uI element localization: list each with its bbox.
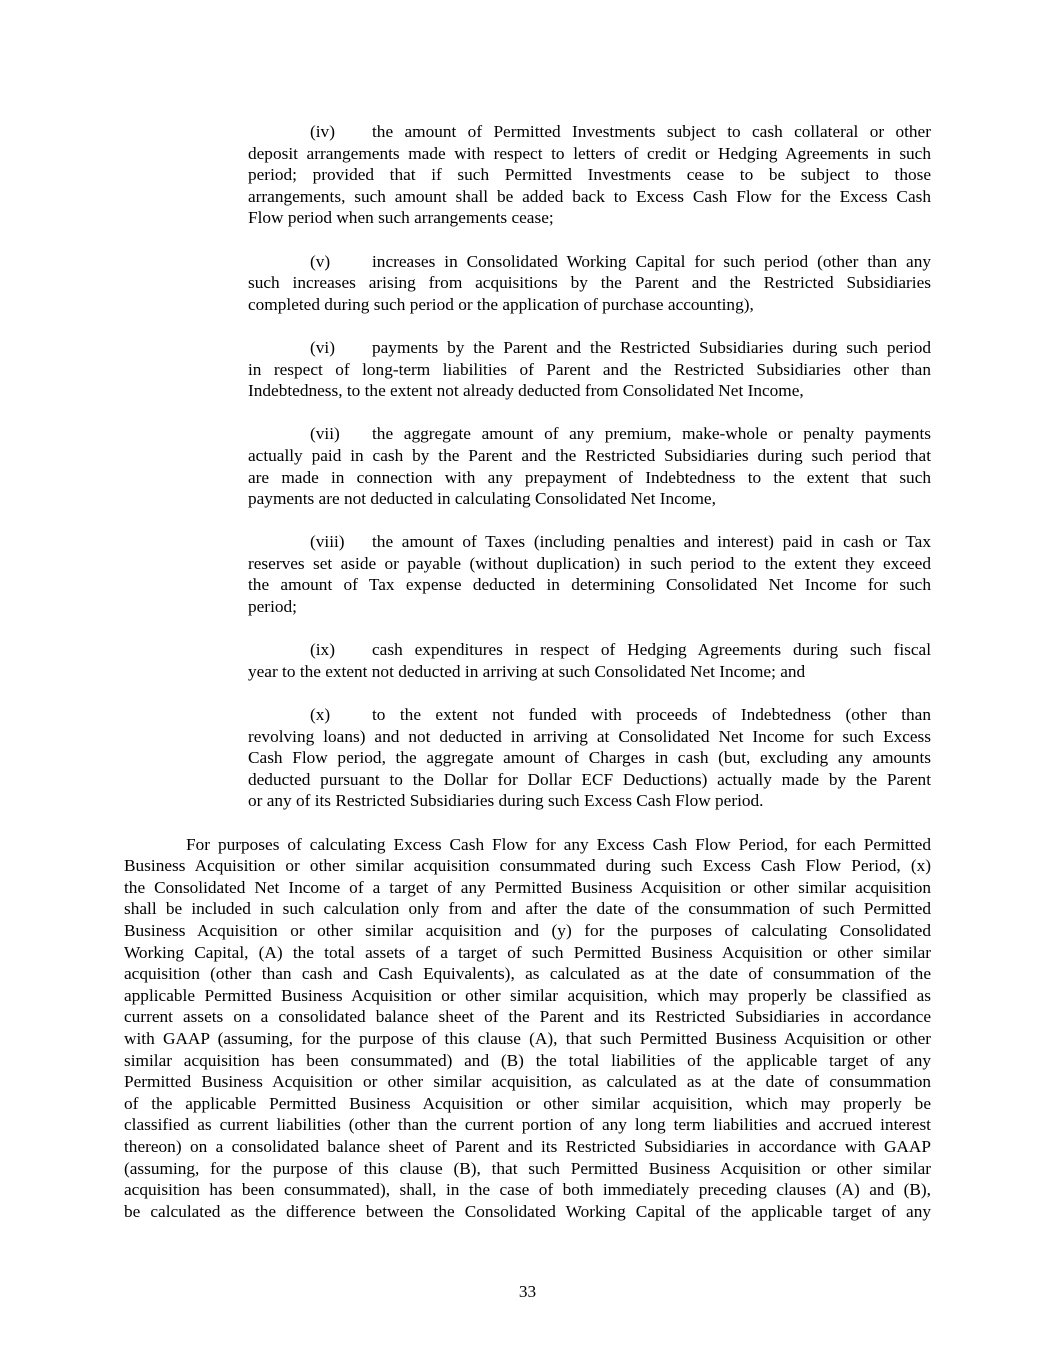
clause-line: deducted pursuant to the Dollar for Dollar ECF Deductions) actually made by the Parent [248,769,931,789]
clause-line: year to the extent not deducted in arriving at such Consolidated Net Income; and [248,661,806,681]
paragraph-line: shall be included in such calculation only from and after the date of the consummation of such Permitted [124,899,931,919]
clause-line: period; provided that if such Permitted Investments cease to be subject to those [248,165,931,185]
clause-text: payments by the Parent and the Restricted Subsidiaries during such period [372,337,931,357]
clause [248,337,931,402]
clause-line: completed during such period or the application of purchase accounting), [248,294,754,314]
clause-text: the amount of Taxes (including penalties and interest) paid in cash or Tax [372,532,931,552]
clause [248,121,931,229]
clause-line: period; [248,597,297,617]
clause-line: the amount of Tax expense deducted in determining Consolidated Net Income for such [248,575,931,595]
clause-text: the aggregate amount of any premium, make-whole or penalty payments [372,424,931,444]
clause-first-line [248,639,931,661]
paragraph-line: with GAAP (assuming, for the purpose of this clause (A), that such Permitted Business Acquisition or other [124,1028,931,1048]
clause-line: are made in connection with any prepayment of Indebtedness to the extent that such [248,467,931,487]
page-number: 33 [518,1282,537,1301]
clause-label: (v) [310,251,331,271]
clause-first-line [248,251,931,273]
clause [248,704,931,812]
clause-line: payments are not deducted in calculating Consolidated Net Income, [248,489,716,509]
clause [248,251,931,316]
paragraph-line: Business Acquisition or other similar acquisition and (y) for the purposes of calculating Consolidated [124,920,931,940]
paragraph-line: Business Acquisition or other similar acquisition consummated during such Excess Cash Flow Period, (x) [124,856,931,876]
clause [248,639,931,682]
clause-line: such increases arising from acquisitions by the Parent and the Restricted Subsidiaries [248,273,931,293]
paragraph-line: For purposes of calculating Excess Cash Flow for any Excess Cash Flow Period, for each Permitted [186,834,931,854]
clause [248,423,931,509]
paragraph-line: be calculated as the difference between the Consolidated Working Capital of the applicable target of any [124,1201,931,1221]
clause-first-line [248,337,931,359]
clause-text: the amount of Permitted Investments subject to cash collateral or other [372,122,931,141]
clause-list [124,121,931,812]
clause-label: (viii) [310,532,345,552]
clause-line: revolving loans) and not deducted in arriving at Consolidated Net Income for such Excess [248,726,931,746]
clause-line: Indebtedness, to the extent not already deducted from Consolidated Net Income, [248,381,804,401]
clause-line: in respect of long-term liabilities of Parent and the Restricted Subsidiaries other than [248,359,931,379]
clause-line: reserves set aside or payable (without duplication) in such period to the extent they exceed [248,553,931,573]
clause-line: actually paid in cash by the Parent and the Restricted Subsidiaries during such period that [248,445,931,465]
clause-line: deposit arrangements made with respect to letters of credit or Hedging Agreements in such [248,143,931,163]
paragraph-line: of the applicable Permitted Business Acquisition or other similar acquisition, which may properly be [124,1093,931,1113]
paragraph-line: classified as current liabilities (other than the current portion of any long term liabilities and accrued interest [124,1115,931,1135]
page-content [124,121,931,1222]
clause-label: (iv) [310,122,335,141]
paragraph-line: acquisition (other than cash and Cash Equivalents), as calculated as at the date of consummation of the [124,964,931,984]
paragraph-line: thereon) on a consolidated balance sheet of Parent and its Restricted Subsidiaries in accordance with GAAP [124,1136,931,1156]
clause-label: (ix) [310,640,335,660]
clause-text: increases in Consolidated Working Capital for such period (other than any [372,251,931,271]
clause-label: (vii) [310,424,340,444]
clause-label: (vi) [310,337,335,357]
clause-text: cash expenditures in respect of Hedging Agreements during such fiscal [372,640,931,660]
clause-first-line [248,704,931,726]
paragraph-line: Permitted Business Acquisition or other similar acquisition, as calculated as at the date of consummation [124,1072,931,1092]
paragraph-line: applicable Permitted Business Acquisition or other similar acquisition, which may properly be classified as [124,985,931,1005]
clause-label: (x) [310,705,331,725]
paragraph-line: (assuming, for the purpose of this clause (B), that such Permitted Business Acquisition or other similar [124,1158,931,1178]
clause-first-line [248,531,931,553]
paragraph-line: current assets on a consolidated balance sheet of the Parent and its Restricted Subsidiaries in accordance [124,1007,931,1027]
clause-text: to the extent not funded with proceeds of Indebtedness (other than [372,705,931,725]
paragraph-line: Working Capital, (A) the total assets of a target of such Permitted Business Acquisition or other similar [124,942,931,962]
clause [248,531,931,617]
clause-line: arrangements, such amount shall be added back to Excess Cash Flow for the Excess Cash [248,186,931,206]
paragraph-line: similar acquisition has been consummated) and (B) the total liabilities of the applicable target of any [124,1050,931,1070]
paragraph-line: the Consolidated Net Income of a target of any Permitted Business Acquisition or other similar acquisition [124,877,931,897]
clause-line: Flow period when such arrangements cease; [248,208,554,228]
clause-first-line [248,423,931,445]
body-paragraph [124,834,931,1223]
clause-line: or any of its Restricted Subsidiaries during such Excess Cash Flow period. [248,791,764,811]
clause-first-line [248,121,931,143]
clause-line: Cash Flow period, the aggregate amount of Charges in cash (but, excluding any amounts [248,748,931,768]
paragraph-line: acquisition has been consummated), shall, in the case of both immediately preceding clauses (A) and (B), [124,1180,931,1200]
